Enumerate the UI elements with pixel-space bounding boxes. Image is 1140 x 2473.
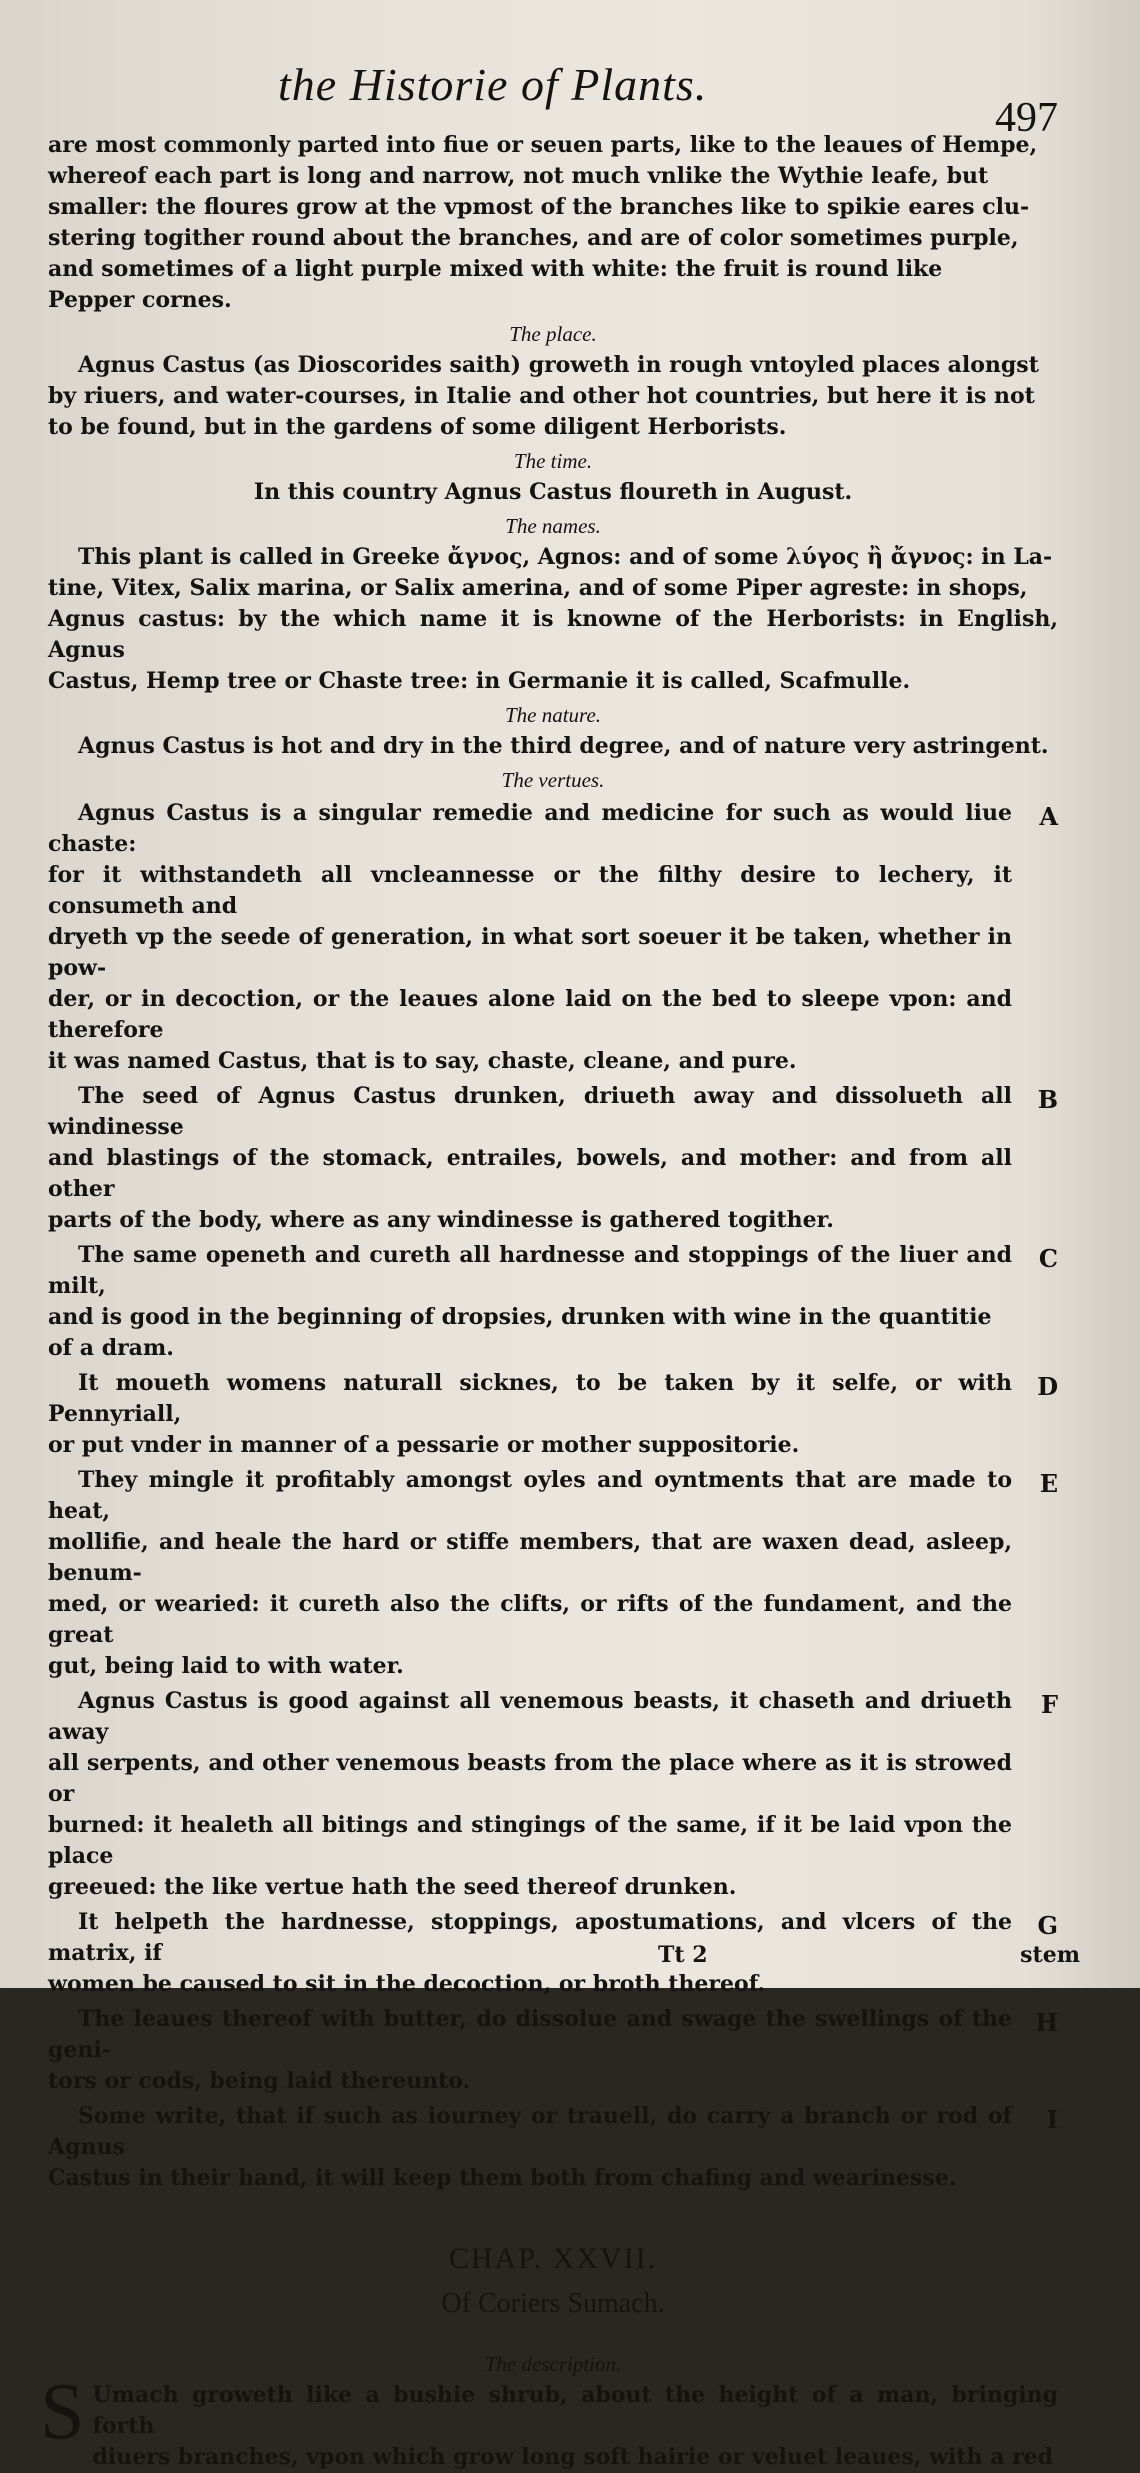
vertue-paragraph-d <box>48 1368 1058 1461</box>
margin-letter: E <box>1039 1469 1058 1498</box>
catchword: stem <box>1020 1942 1080 1968</box>
margin-letter: D <box>1037 1372 1058 1401</box>
margin-letter: A <box>1039 802 1058 831</box>
page-number: 497 <box>995 95 1058 141</box>
margin-letter: C <box>1038 1244 1058 1273</box>
section-place <box>48 320 1058 443</box>
drop-cap-letter: S <box>40 2368 85 2456</box>
text-line: The seed of Agnus Castus drunken, driueth away and dissolueth all windinesse <box>48 1083 1012 1140</box>
text-line: by riuers, and water-courses, in Italie and other hot countries, but here it is not <box>48 383 1035 409</box>
text-line: for it withstandeth all vncleannesse or the filthy desire to lechery, it consumeth and <box>48 862 1012 919</box>
text-line: gut, being laid to with water. <box>48 1653 404 1679</box>
description-paragraph <box>40 2368 1058 2473</box>
text-line: burned: it healeth all bitings and stingings of the same, if it be laid vpon the place <box>48 1812 1012 1869</box>
page-footer <box>48 1942 1080 1972</box>
text-line: Castus in their hand, it will keep them both from chafing and wearinesse. <box>48 2165 957 2191</box>
text-line: women be caused to sit in the decoction, or broth thereof. <box>48 1971 766 1997</box>
page-body <box>40 50 1058 2473</box>
text-line: It helpeth the hardnesse, stoppings, apostumations, and vlcers of the matrix, if <box>48 1909 1012 1966</box>
section-heading: The time. <box>513 449 593 473</box>
margin-letter: I <box>1046 2105 1058 2134</box>
text-line: Castus, Hemp tree or Chaste tree: in Germanie it is called, Scafmulle. <box>48 668 911 694</box>
text-line: Umach groweth like a bushie shrub, about the height of a man, bringing forth <box>92 2382 1058 2439</box>
text-line: med, or wearied: it cureth also the clifts, or rifts of the fundament, and the great <box>48 1591 1012 1648</box>
text-line: mollifie, and heale the hard or stiffe members, that are waxen dead, asleep, benum- <box>48 1529 1012 1586</box>
text-line: tors or cods, being laid thereunto. <box>48 2068 471 2094</box>
text-line: dryeth vp the seede of generation, in what sort soeuer it be taken, whether in pow- <box>48 924 1012 981</box>
text-line: whereof each part is long and narrow, not much vnlike the Wythie leafe, but <box>48 163 989 189</box>
text-line: it was named Castus, that is to say, chaste, cleane, and pure. <box>48 1048 797 1074</box>
text-line: or put vnder in manner of a pessarie or mother suppositorie. <box>48 1432 800 1458</box>
running-title: the Historie of Plants. <box>278 59 708 110</box>
text-line: Agnus Castus is hot and dry in the third degree, and of nature very astringent. <box>78 733 1049 759</box>
text-line: Agnus Castus is a singular remedie and medicine for such as would liue chaste: <box>48 800 1012 857</box>
vertue-paragraph-e <box>48 1465 1058 1682</box>
section-time <box>48 447 1058 508</box>
text-line: They mingle it profitably amongst oyles and oyntments that are made to heat, <box>48 1467 1012 1524</box>
vertue-paragraph-h <box>48 2004 1058 2097</box>
text-line: Agnus Castus (as Dioscorides saith) groweth in rough vntoyled places alongst <box>78 352 1039 378</box>
text-line: parts of the body, where as any windinesse is gathered togither. <box>48 1207 834 1233</box>
text-line: greeued: the like vertue hath the seed thereof drunken. <box>48 1874 737 1900</box>
text-line: diuers branches, vpon which grow long soft hairie or veluet leaues, with a red <box>92 2444 1054 2470</box>
text-line: and blastings of the stomack, entrailes, bowels, and mother: and from all other <box>48 1145 1012 1202</box>
section-vertues <box>48 766 1058 2194</box>
section-names <box>48 512 1058 697</box>
text-line: Some write, that if such as iourney or trauell, do carry a branch or rod of Agnus <box>48 2103 1012 2160</box>
section-heading: The description. <box>484 2352 622 2376</box>
text-line: Agnus Castus is good against all venemous beasts, it chaseth and driueth away <box>48 1688 1012 1745</box>
margin-letter: H <box>1035 2008 1058 2037</box>
text-line: In this country Agnus Castus floureth in August. <box>253 479 853 505</box>
vertue-paragraph-i <box>48 2101 1058 2194</box>
section-description <box>40 2350 1058 2473</box>
running-head <box>48 50 1058 141</box>
text-line: all serpents, and other venemous beasts from the place where as it is strowed or <box>48 1750 1012 1807</box>
text-line: der, or in decoction, or the leaues alone laid on the bed to sleepe vpon: and therefore <box>48 986 1012 1043</box>
text-line: smaller: the floures grow at the vpmost of the branches like to spikie eares clu- <box>48 194 1030 220</box>
text-line: The leaues thereof with butter, do dissolue and swage the swellings of the geni- <box>48 2006 1012 2063</box>
section-heading: The place. <box>509 322 597 346</box>
intro-paragraph <box>48 130 1058 316</box>
text-line: stering togither round about the branches, and are of color sometimes purple, <box>48 225 1019 251</box>
text-line: tine, Vitex, Salix marina, or Salix amerina, and of some Piper agreste: in shops, <box>48 575 1028 601</box>
chapter-subtitle: Of Coriers Sumach. <box>441 2288 665 2319</box>
text-line: are most commonly parted into fiue or seuen parts, like to the leaues of Hempe, <box>48 132 1038 158</box>
section-heading: The nature. <box>504 703 602 727</box>
chapter-title: CHAP. XXVII. <box>448 2242 658 2275</box>
text-line: and is good in the beginning of dropsies, drunken with wine in the quantitie <box>48 1304 992 1330</box>
vertue-paragraph-f <box>48 1686 1058 1903</box>
section-nature <box>48 701 1058 762</box>
text-line: to be found, but in the gardens of some diligent Herborists. <box>48 414 787 440</box>
text-line: It moueth womens naturall sicknes, to be taken by it selfe, or with Pennyriall, <box>48 1370 1012 1427</box>
vertue-paragraph-c <box>48 1240 1058 1364</box>
text-line: Agnus castus: by the which name it is knowne of the Herborists: in English, Agnus <box>48 606 1058 663</box>
vertue-paragraph-a <box>48 798 1058 1077</box>
margin-letter: F <box>1040 1690 1058 1719</box>
text-line: Pepper cornes. <box>48 287 232 313</box>
text-line: and sometimes of a light purple mixed with white: the fruit is round like <box>48 256 943 282</box>
margin-letter: B <box>1037 1085 1058 1114</box>
section-heading: The names. <box>505 514 601 538</box>
vertue-paragraph-b <box>48 1081 1058 1236</box>
margin-letter: G <box>1037 1911 1058 1940</box>
text-line: This plant is called in Greeke ἄγνος, Agnos: and of some λύγος ἢ ἄγνος: in La- <box>78 544 1053 570</box>
signature-mark: Tt 2 <box>658 1942 708 1968</box>
section-heading: The vertues. <box>501 768 605 792</box>
text-line: The same openeth and cureth all hardnesse and stoppings of the liuer and milt, <box>48 1242 1012 1299</box>
text-line: of a dram. <box>48 1335 174 1361</box>
